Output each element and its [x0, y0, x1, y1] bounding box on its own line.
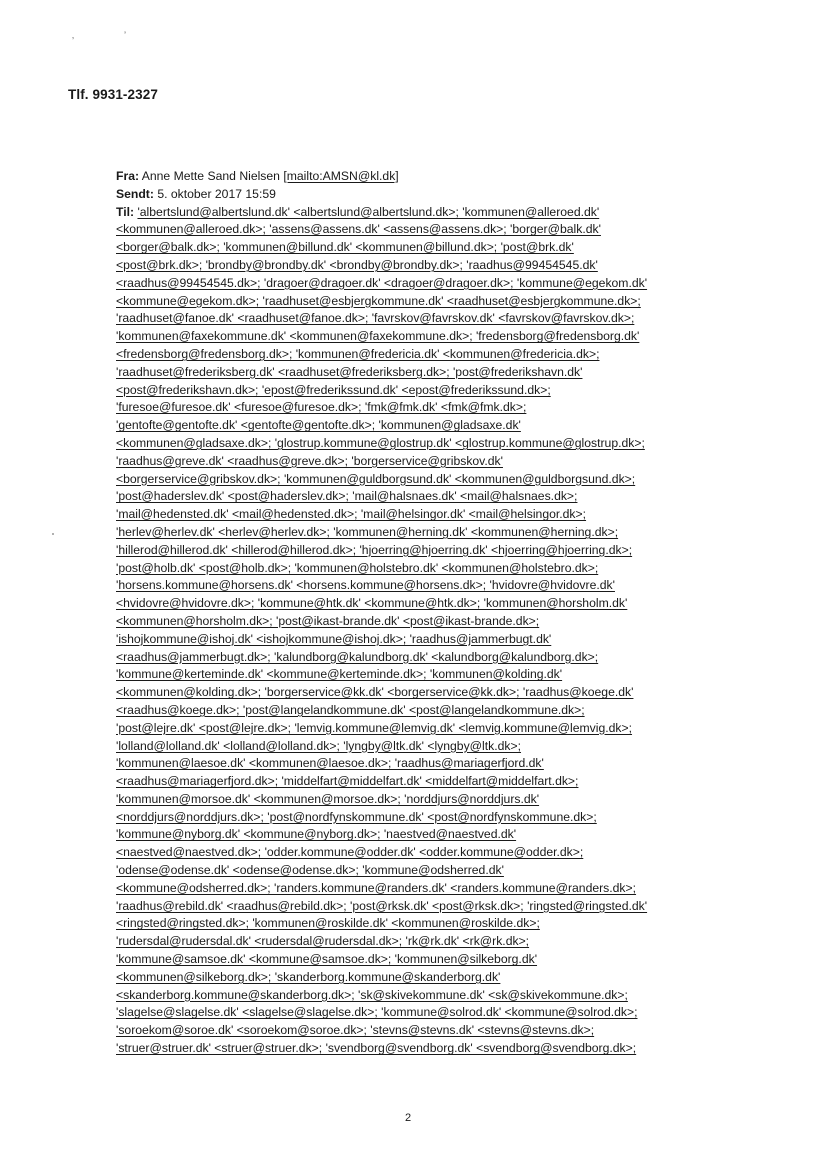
recipient-line[interactable]: 'gentofte@gentofte.dk' <gentofte@gentofte.dk>; 'kommunen@gladsaxe.dk': [116, 418, 521, 433]
recipient-list: [116, 205, 647, 1055]
from-line: [116, 168, 716, 186]
recipient-line[interactable]: <skanderborg.kommune@skanderborg.dk>; 'sk@skivekommune.dk' <sk@skivekommune.dk>;: [116, 987, 628, 1002]
scan-dot: [52, 533, 54, 535]
recipient-line[interactable]: <post@brk.dk>; 'brondby@brondby.dk' <brondby@brondby.dk>; 'raadhus@99454545.dk': [116, 257, 598, 272]
recipient-line[interactable]: <kommunen@horsholm.dk>; 'post@ikast-brande.dk' <post@ikast-brande.dk>;: [116, 613, 540, 628]
recipient-line[interactable]: 'lolland@lolland.dk' <lolland@lolland.dk>; 'lyngby@ltk.dk' <lyngby@ltk.dk>;: [116, 738, 522, 753]
recipient-line[interactable]: 'kommune@kerteminde.dk' <kommune@kerteminde.dk>; 'kommunen@kolding.dk': [116, 667, 563, 682]
recipient-line[interactable]: 'hillerod@hillerod.dk' <hillerod@hillerod.dk>; 'hjoerring@hjoerring.dk' <hjoerring@hjoerring.dk>;: [116, 542, 633, 557]
recipient-line[interactable]: 'kommune@samsoe.dk' <kommune@samsoe.dk>; 'kommunen@silkeborg.dk': [116, 952, 538, 967]
recipient-line[interactable]: 'mail@hedensted.dk' <mail@hedensted.dk>; 'mail@helsingor.dk' <mail@helsingor.dk>;: [116, 507, 587, 522]
recipient-line[interactable]: 'odense@odense.dk' <odense@odense.dk>; 'kommune@odsherred.dk': [116, 863, 504, 878]
recipient-line[interactable]: 'horsens.kommune@horsens.dk' <horsens.kommune@horsens.dk>; 'hvidovre@hvidovre.dk': [116, 578, 615, 593]
recipient-line[interactable]: 'struer@struer.dk' <struer@struer.dk>; 'svendborg@svendborg.dk' <svendborg@svendborg.dk>;: [116, 1041, 637, 1056]
sent-line: [116, 186, 716, 204]
recipient-line[interactable]: 'herlev@herlev.dk' <herlev@herlev.dk>; 'kommunen@herning.dk' <kommunen@herning.dk>;: [116, 524, 619, 539]
recipient-line[interactable]: 'raadhuset@frederiksberg.dk' <raadhuset@frederiksberg.dk>; 'post@frederikshavn.dk': [116, 364, 583, 379]
recipient-line[interactable]: 'albertslund@albertslund.dk' <albertslund@albertslund.dk>; 'kommunen@alleroed.dk': [137, 204, 600, 219]
recipient-line[interactable]: 'kommunen@morsoe.dk' <kommunen@morsoe.dk>; 'norddjurs@norddjurs.dk': [116, 791, 540, 806]
recipient-line[interactable]: <raadhus@99454545.dk>; 'dragoer@dragoer.dk' <dragoer@dragoer.dk>; 'kommune@egekom.dk': [116, 275, 648, 290]
recipient-line[interactable]: 'kommune@nyborg.dk' <kommune@nyborg.dk>; 'naestved@naestved.dk': [116, 827, 517, 842]
recipient-line[interactable]: <norddjurs@norddjurs.dk>; 'post@nordfynskommune.dk' <post@nordfynskommune.dk>;: [116, 809, 597, 824]
to-label: Til:: [116, 204, 135, 219]
from-value: Anne Mette Sand Nielsen: [141, 169, 280, 183]
recipient-line[interactable]: <raadhus@koege.dk>; 'post@langelandkommune.dk' <post@langelandkommune.dk>;: [116, 702, 585, 717]
recipient-line[interactable]: <kommune@egekom.dk>; 'raadhuset@esbjergkommune.dk' <raadhuset@esbjergkommune.dk>;: [116, 293, 641, 308]
page-number: 2: [405, 1112, 412, 1124]
recipient-line[interactable]: 'furesoe@furesoe.dk' <furesoe@furesoe.dk>; 'fmk@fmk.dk' <fmk@fmk.dk>;: [116, 400, 527, 415]
recipient-line[interactable]: <kommunen@alleroed.dk>; 'assens@assens.dk' <assens@assens.dk>; 'borger@balk.dk': [116, 222, 601, 237]
recipient-line[interactable]: <post@frederikshavn.dk>; 'epost@frederikssund.dk' <epost@frederikssund.dk>;: [116, 382, 551, 397]
recipient-line[interactable]: 'raadhus@greve.dk' <raadhus@greve.dk>; 'borgerservice@gribskov.dk': [116, 453, 503, 468]
from-mailto-link[interactable]: [mailto:AMSN@kl.dk]: [283, 169, 399, 183]
sent-value: 5. oktober 2017 15:59: [157, 186, 276, 201]
recipient-line[interactable]: 'post@lejre.dk' <post@lejre.dk>; 'lemvig.kommune@lemvig.dk' <lemvig.kommune@lemvig.dk>;: [116, 720, 633, 735]
from-label: Fra:: [116, 169, 140, 183]
to-line: [116, 204, 716, 1058]
sent-label: Sendt:: [116, 186, 154, 201]
scan-specks: ‚’: [72, 30, 176, 40]
recipient-line[interactable]: 'post@haderslev.dk' <post@haderslev.dk>; 'mail@halsnaes.dk' <mail@halsnaes.dk>;: [116, 489, 578, 504]
recipient-line[interactable]: 'kommunen@faxekommune.dk' <kommunen@faxekommune.dk>; 'fredensborg@fredensborg.dk': [116, 329, 640, 344]
recipient-line[interactable]: <ringsted@ringsted.dk>; 'kommunen@roskilde.dk' <kommunen@roskilde.dk>;: [116, 916, 540, 931]
recipient-line[interactable]: 'post@holb.dk' <post@holb.dk>; 'kommunen@holstebro.dk' <kommunen@holstebro.dk>;: [116, 560, 599, 575]
email-header: [116, 168, 716, 1058]
recipient-line[interactable]: <kommunen@kolding.dk>; 'borgerservice@kk.dk' <borgerservice@kk.dk>; 'raadhus@koege.dk': [116, 685, 634, 700]
recipient-line[interactable]: <raadhus@mariagerfjord.dk>; 'middelfart@middelfart.dk' <middelfart@middelfart.dk>;: [116, 774, 579, 789]
recipient-line[interactable]: 'rudersdal@rudersdal.dk' <rudersdal@rudersdal.dk>; 'rk@rk.dk' <rk@rk.dk>;: [116, 934, 530, 949]
recipient-line[interactable]: 'raadhuset@fanoe.dk' <raadhuset@fanoe.dk>; 'favrskov@favrskov.dk' <favrskov@favrskov.dk>;: [116, 311, 635, 326]
recipient-line[interactable]: <raadhus@jammerbugt.dk>; 'kalundborg@kalundborg.dk' <kalundborg@kalundborg.dk>;: [116, 649, 599, 664]
recipient-line[interactable]: 'kommunen@laesoe.dk' <kommunen@laesoe.dk>; 'raadhus@mariagerfjord.dk': [116, 756, 544, 771]
recipient-line[interactable]: 'ishojkommune@ishoj.dk' <ishojkommune@ishoj.dk>; 'raadhus@jammerbugt.dk': [116, 631, 552, 646]
recipient-line[interactable]: <kommunen@silkeborg.dk>; 'skanderborg.kommune@skanderborg.dk': [116, 969, 501, 984]
recipient-line[interactable]: 'slagelse@slagelse.dk' <slagelse@slagelse.dk>; 'kommune@solrod.dk' <kommune@solrod.dk>;: [116, 1005, 638, 1020]
recipient-line[interactable]: <kommunen@gladsaxe.dk>; 'glostrup.kommune@glostrup.dk' <glostrup.kommune@glostrup.dk>;: [116, 435, 645, 450]
recipient-line[interactable]: 'raadhus@rebild.dk' <raadhus@rebild.dk>; 'post@rksk.dk' <post@rksk.dk>; 'ringsted@ringsted.dk': [116, 898, 648, 913]
recipient-line[interactable]: <fredensborg@fredensborg.dk>; 'kommunen@fredericia.dk' <kommunen@fredericia.dk>;: [116, 346, 600, 361]
recipient-line[interactable]: <borger@balk.dk>; 'kommunen@billund.dk' <kommunen@billund.dk>; 'post@brk.dk': [116, 240, 574, 255]
recipient-line[interactable]: <hvidovre@hvidovre.dk>; 'kommune@htk.dk' <kommune@htk.dk>; 'kommunen@horsholm.dk': [116, 596, 628, 611]
recipient-line[interactable]: <borgerservice@gribskov.dk>; 'kommunen@guldborgsund.dk' <kommunen@guldborgsund.dk>;: [116, 471, 636, 486]
recipient-line[interactable]: <naestved@naestved.dk>; 'odder.kommune@odder.dk' <odder.kommune@odder.dk>;: [116, 845, 584, 860]
recipient-line[interactable]: <kommune@odsherred.dk>; 'randers.kommune@randers.dk' <randers.kommune@randers.dk>;: [116, 880, 637, 895]
phone-number: Tlf. 9931-2327: [68, 87, 158, 102]
recipient-line[interactable]: 'soroekom@soroe.dk' <soroekom@soroe.dk>; 'stevns@stevns.dk' <stevns@stevns.dk>;: [116, 1023, 595, 1038]
